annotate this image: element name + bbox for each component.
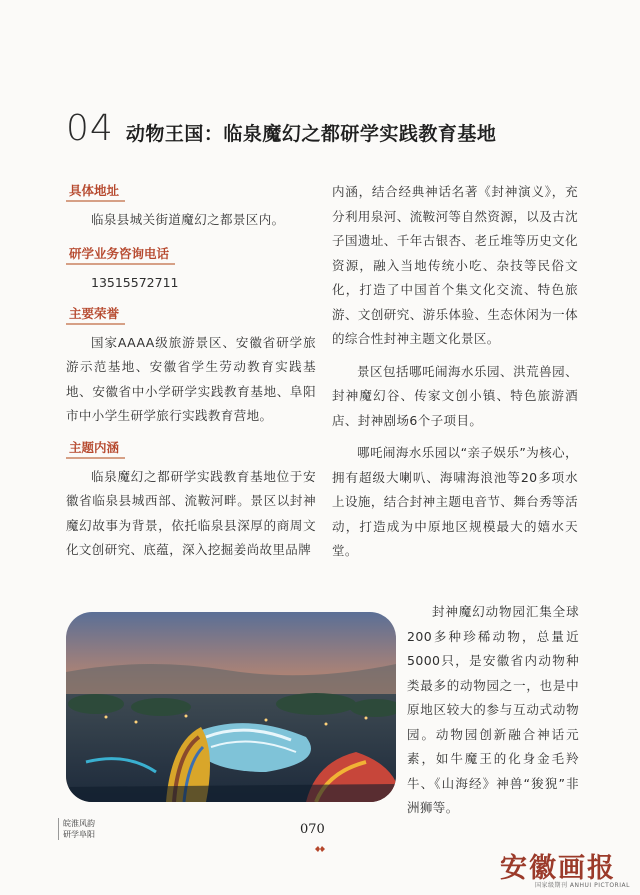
- magazine-subtitle: 国家级期刊 ANHUI PICTORIAL: [535, 882, 630, 889]
- magazine-logo: 安徽画报: [500, 853, 616, 884]
- zoo-column: [407, 600, 579, 821]
- series-label: [58, 818, 95, 840]
- theme-label: 主题内涵: [66, 437, 125, 459]
- right-column: [332, 180, 578, 572]
- honors-text: 国家AAAA级旅游景区、安徽省研学旅游示范基地、安徽省学生劳动教育实践基地、安徽省中小学研学实践教育基地、阜阳市中小学生研学旅行实践教育营地。: [66, 334, 316, 423]
- phone-number: 13515572711: [91, 274, 179, 290]
- phone-label: 研学业务咨询电话: [66, 243, 175, 265]
- honors-label: 主要荣誉: [66, 303, 125, 325]
- section-number: 04: [66, 108, 114, 149]
- left-column: [66, 180, 316, 563]
- article-title: 动物王国：临泉魔幻之都研学实践教育基地: [125, 123, 497, 145]
- address-text: 临泉县城关街道魔幻之都景区内。: [91, 212, 285, 227]
- page-ornament-icon: [315, 846, 325, 852]
- park-aerial-photo: [66, 612, 396, 802]
- series-line-2: 研学阜阳: [63, 830, 95, 839]
- article-heading: [66, 108, 496, 149]
- theme-intro-text: 临泉魔幻之都研学实践教育基地位于安徽省临泉县城西部、流鞍河畔。景区以封神魔幻故事为背景，依托临泉县深厚的商周文化文创研究、底蕴，深入挖掘姜尚故里品牌: [66, 468, 316, 557]
- zoo-text: 封神魔幻动物园汇集全球200多种珍稀动物，总量近5000只，是安徽省内动物种类最多的动物园之一，也是中原地区较大的参与互动式动物园。动物园创新融合神话元素，如牛魔王的化身金毛羚牛、《山海经》神兽“狻猊”非洲狮等。: [407, 604, 579, 815]
- series-line-1: 皖淮风韵: [63, 819, 95, 828]
- water-park-text: 哪吒闹海水乐园以“亲子娱乐”为核心，拥有超级大喇叭、海啸海浪池等20多项水上设施，结合封神主题电音节、舞台秀等活动，打造成为中原地区规模最大的嬉水天堂。: [332, 445, 578, 558]
- projects-text: 景区包括哪吒闹海水乐园、洪荒兽园、封神魔幻谷、传家文创小镇、特色旅游酒店、封神剧场6个子项目。: [332, 363, 578, 428]
- page-number: 070: [300, 822, 325, 837]
- theme-continued-text: 内涵，结合经典神话名著《封神演义》，充分利用泉河、流鞍河等自然资源，以及古沈子国遗址、千年古银杏、老丘堆等历史文化资源，融入当地传统小吃、杂技等民俗文化，打造了中国首个集文化交流、特色旅游、文创研究、游乐体验、生态休闲为一体的综合性封神主题文化景区。: [332, 184, 578, 346]
- address-label: 具体地址: [66, 180, 125, 202]
